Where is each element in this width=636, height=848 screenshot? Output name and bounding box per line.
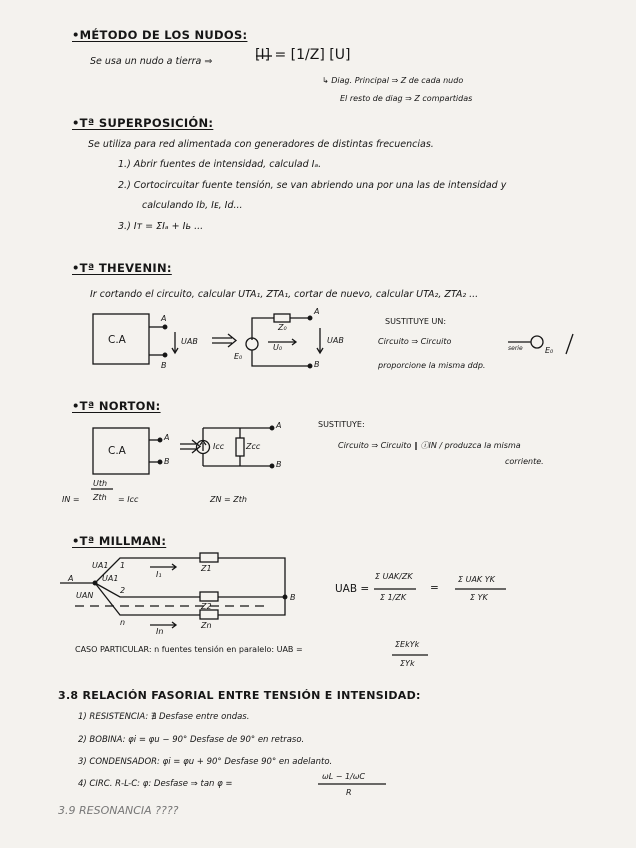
millman-ua1-top: UA1 [92, 561, 109, 570]
norton-circuito: Circuito ⇒ Circuito ‖ ⓘIN / produzca la misma [338, 441, 521, 450]
nudos-line: Se usa un nudo a tierra ⇒ [90, 56, 213, 67]
superposicion-step-2: 2.) Cortocircuitar fuente tensión, se van abriendo una por una las de intensidad y [118, 180, 507, 191]
thevenin-node-b-right: B [314, 360, 320, 369]
millman-z1 [200, 553, 218, 562]
millman-in: In [156, 627, 164, 636]
heading-norton: •Tª NORTON: [72, 399, 161, 413]
millman-den-2: Σ YK [470, 593, 488, 602]
thevenin-zo-label: Z₀ [278, 323, 287, 332]
norton-in-lhs: IN = [62, 495, 80, 504]
norton-zn: ZN = Zth [210, 495, 247, 504]
fasorial-bobina: 2) BOBINA: φi = φu − 90° Desfase de 90° en retraso. [78, 735, 305, 745]
norton-node-b: B [164, 457, 170, 466]
millman-eq: = [430, 582, 439, 594]
thevenin-serie: serie [508, 345, 523, 352]
millman-node-a: A [68, 574, 74, 583]
thevenin-eo-serie: E₀ [545, 346, 554, 355]
norton-in-den: Zth [93, 493, 107, 502]
millman-node-b: B [290, 593, 296, 602]
millman-zn [200, 610, 218, 619]
thevenin-uab-right: UAB [327, 336, 344, 345]
millman-n1: 1 [120, 561, 126, 570]
millman-zn-label: Zn [201, 621, 212, 630]
heading-superposicion: •Tª SUPERPOSICIÓN: [72, 116, 214, 130]
thevenin-node-a: A [161, 314, 167, 323]
thevenin-uo-label: U₀ [273, 343, 283, 352]
heading-fasorial: 3.8 RELACIÓN FASORIAL ENTRE TENSIÓN E INTENSIDAD: [58, 689, 421, 702]
heading-millman: •Tª MILLMAN: [72, 534, 167, 548]
norton-in-num: Uth [93, 479, 108, 488]
norton-sustituye: SUSTITUYE: [318, 420, 365, 429]
thevenin-node-a-right: A [314, 307, 320, 316]
fasorial-rlc-num: ωL − 1/ωC [322, 772, 366, 781]
millman-uab: UAB = [335, 583, 370, 595]
millman-num-1: Σ UAK/ZK [375, 572, 413, 581]
superposicion-step-1: 1.) Abrir fuentes de intensidad, calculad Iₐ. [118, 159, 322, 170]
heading-nudos: •MÉTODO DE LOS NUDOS: [72, 28, 248, 42]
millman-z1-label: Z1 [201, 564, 212, 573]
heading-thevenin: •Tª THEVENIN: [72, 261, 172, 275]
fasorial-rlc-den: R [346, 788, 352, 797]
fasorial-condensador: 3) CONDENSADOR: φi = φu + 90° Desfase 90° en adelanto. [78, 757, 333, 767]
millman-caso-num: ΣEkYk [395, 640, 420, 649]
thevenin-wire-top [252, 318, 274, 340]
millman-n2: 2 [120, 586, 126, 595]
serie-source [531, 336, 543, 348]
millman-ua1: UA1 [102, 574, 119, 583]
millman-den-1: Σ 1/ZK [380, 593, 407, 602]
norton-node-b-right: B [276, 460, 282, 469]
norton-node-a-right: A [276, 421, 282, 430]
thevenin-sustituye: SUSTITUYE UN: [385, 317, 447, 326]
thevenin-proporcione: proporcione la misma ddp. [378, 361, 486, 370]
fasorial-resistencia: 1) RESISTENCIA: ∄ Desfase entre ondas. [78, 712, 250, 722]
norton-node-a: A [164, 433, 170, 442]
millman-nn: n [120, 618, 126, 627]
thevenin-eo-label: E₀ [234, 352, 243, 361]
superposicion-intro: Se utiliza para red alimentada con generadores de distintas frecuencias. [88, 139, 434, 150]
thevenin-ca-label: C.A [108, 334, 126, 346]
nudos-note-1: ↳ Diag. Principal ⇒ Z de cada nudo [322, 76, 464, 85]
resonancia-line: 3.9 RESONANCIA ???? [58, 804, 179, 817]
norton-ca-label: C.A [108, 445, 126, 457]
nudos-formula: [I] = [1/Z] [U] [255, 47, 351, 63]
norton-zcc-resistor [236, 438, 244, 456]
millman-z2-label: Z2 [201, 602, 212, 611]
millman-uan: UAN [76, 591, 94, 600]
millman-i1: I₁ [156, 570, 162, 579]
nudos-note-2: El resto de diag ⇒ Z compartidas [340, 94, 473, 103]
thevenin-line: Ir cortando el circuito, calcular UTA₁, ZTA₁, cortar de nuevo, calcular UTA₂, ZTA₂ ... [90, 289, 479, 300]
fasorial-rlc: 4) CIRC. R-L-C: φ: Desfase ⇒ tan φ = [78, 779, 233, 789]
thevenin-node-b: B [161, 361, 167, 370]
millman-caso: CASO PARTICULAR: n fuentes tensión en paralelo: UAB = [75, 645, 303, 654]
norton-corriente: corriente. [505, 457, 544, 466]
norton-icc-label: Icc [213, 442, 225, 451]
thevenin-uab-left: UAB [181, 337, 198, 346]
norton-in-rhs: = Icc [118, 495, 139, 504]
millman-z2 [200, 592, 218, 601]
superposicion-step-3: 3.) Iт = ΣIₐ + Iь ... [118, 221, 204, 232]
millman-caso-den: ΣYk [400, 659, 415, 668]
thevenin-zo-resistor [274, 314, 290, 322]
superposicion-step-2-cont: calculando Ib, Iᴇ, Id... [142, 200, 243, 211]
norton-zcc-label: Zcc [246, 442, 261, 451]
thevenin-circuito: Circuito ⇒ Circuito [378, 337, 452, 346]
millman-num-2: Σ UAK YK [458, 575, 495, 584]
